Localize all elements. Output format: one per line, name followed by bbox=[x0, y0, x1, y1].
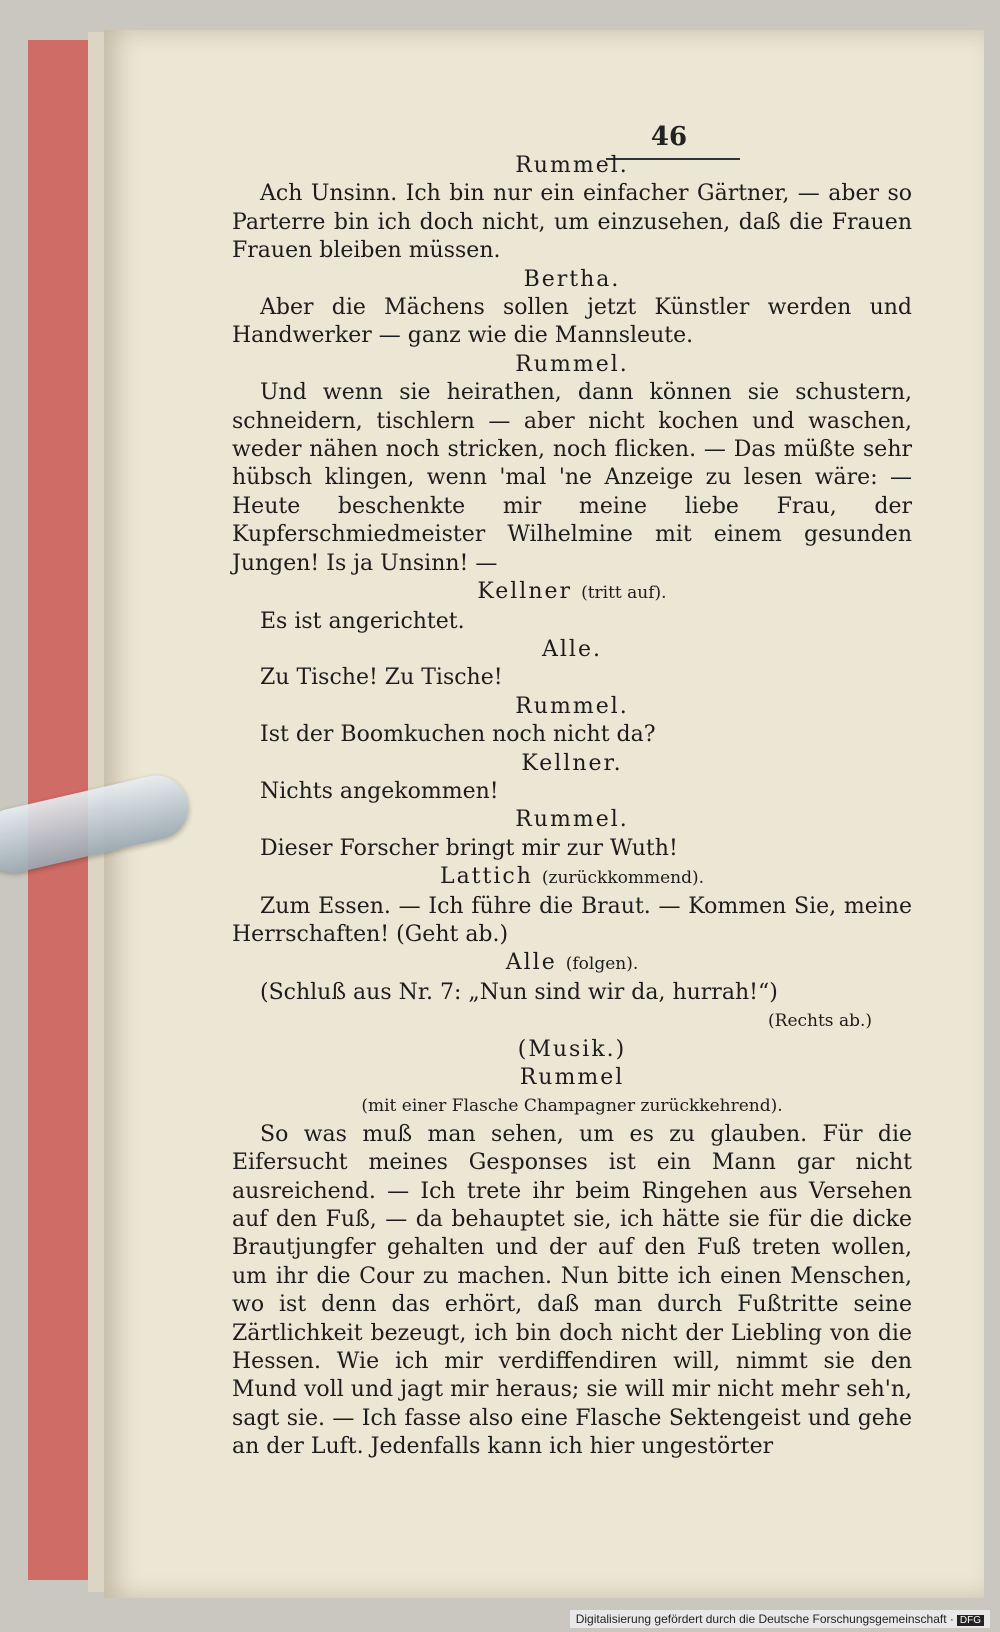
speaker-name: Rummel. bbox=[515, 351, 629, 377]
speaker-name: Kellner. bbox=[521, 750, 623, 776]
speaker-name: Alle. bbox=[542, 636, 602, 662]
speaker-name: Bertha. bbox=[523, 266, 621, 292]
speaker-name: Rummel. bbox=[515, 153, 629, 178]
dialogue-paragraph: Aber die Mächens sollen jetzt Künstler werden und Handwerker — ganz wie die Mannsleute. bbox=[232, 295, 912, 349]
dialogue-paragraph: Dieser Forscher bringt mir zur Wuth! bbox=[260, 835, 678, 861]
credit-text: Digitalisierung gefördert durch die Deutsche Forschungsgemeinschaft · bbox=[575, 1612, 954, 1626]
dialogue-paragraph: Ach Unsinn. Ich bin nur ein einfacher Gärtner, — aber so Parterre bin ich doch nicht, um einzusehen, daß die Frauen Frauen bleiben müssen. bbox=[232, 181, 912, 264]
speaker-name: Lattich (zurückkommend). bbox=[439, 864, 705, 890]
digitization-credit bbox=[570, 1610, 990, 1628]
dialogue-paragraph: Ist der Boomkuchen noch nicht da? bbox=[260, 722, 656, 748]
page-number: 46 bbox=[650, 122, 688, 152]
stage-direction: (folgen). bbox=[565, 954, 639, 975]
stage-direction: (tritt auf). bbox=[581, 583, 667, 604]
speaker-name: Rummel. bbox=[515, 693, 629, 719]
dialogue-paragraph: Nichts angekommen! bbox=[260, 778, 499, 804]
dialogue-paragraph: (Schluß aus Nr. 7: „Nun sind wir da, hurrah!“) bbox=[260, 979, 778, 1005]
page-text bbox=[232, 152, 912, 1462]
stage-direction: (zurückkommend). bbox=[541, 868, 705, 889]
stage-direction: (Rechts ab.) bbox=[768, 1011, 872, 1032]
dialogue-paragraph: Es ist angerichtet. bbox=[260, 608, 465, 634]
dfg-logo: DFG bbox=[957, 1615, 984, 1626]
speaker-name: Rummel. bbox=[515, 807, 629, 833]
dialogue-paragraph: So was muß man sehen, um es zu glauben. Für die Eifersucht meines Gesponses ist ein Mann gar nicht ausreichend. — Ich trete ihr beim Ringehen aus Versehen auf den Fuß, — da behauptet sie, ich hätte sie für die dicke Brautjungfer gehalten und der auf den Fuß treten wollen, um ihr die Cour zu machen. Nun bitte ich einen Menschen, wo ist denn das erhört, daß man durch Fußtritte seine Zärtlichkeit bezeugt, ich bin doch nicht der Liebling von die Hessen. Wie ich mir verdiffendiren will, nimmt sie den Mund voll und jagt mir heraus; sie will mir nicht mehr seh'n, sagt sie. — Ich fasse also eine Flasche Sektengeist und gehe an der Luft. Jedenfalls kann ich hier ungestörter bbox=[232, 1121, 912, 1460]
dialogue-paragraph: Zum Essen. — Ich führe die Braut. — Kommen Sie, meine Herrschaften! (Geht ab.) bbox=[232, 893, 912, 947]
speaker-name: Kellner (tritt auf). bbox=[477, 579, 667, 605]
speaker-name: Rummel bbox=[519, 1065, 625, 1090]
stage-direction: (mit einer Flasche Champagner zurückkehrend). bbox=[361, 1096, 783, 1117]
speaker-name: Alle (folgen). bbox=[505, 950, 639, 976]
dialogue-paragraph: Und wenn sie heirathen, dann können sie schustern, schneidern, tischlern — aber nicht kochen und waschen, weder nähen noch stricken, noch flicken. — Das müßte sehr hübsch klingen, wenn 'mal 'ne Anzeige zu lesen wäre: — Heute beschenkte mir meine liebe Frau, der Kupferschmiedmeister Wilhelmine mit einem gesunden Jungen! Is ja Unsinn! — bbox=[232, 380, 912, 576]
speaker-name: (Musik.) bbox=[517, 1036, 627, 1062]
dialogue-paragraph: Zu Tische! Zu Tische! bbox=[260, 665, 503, 691]
